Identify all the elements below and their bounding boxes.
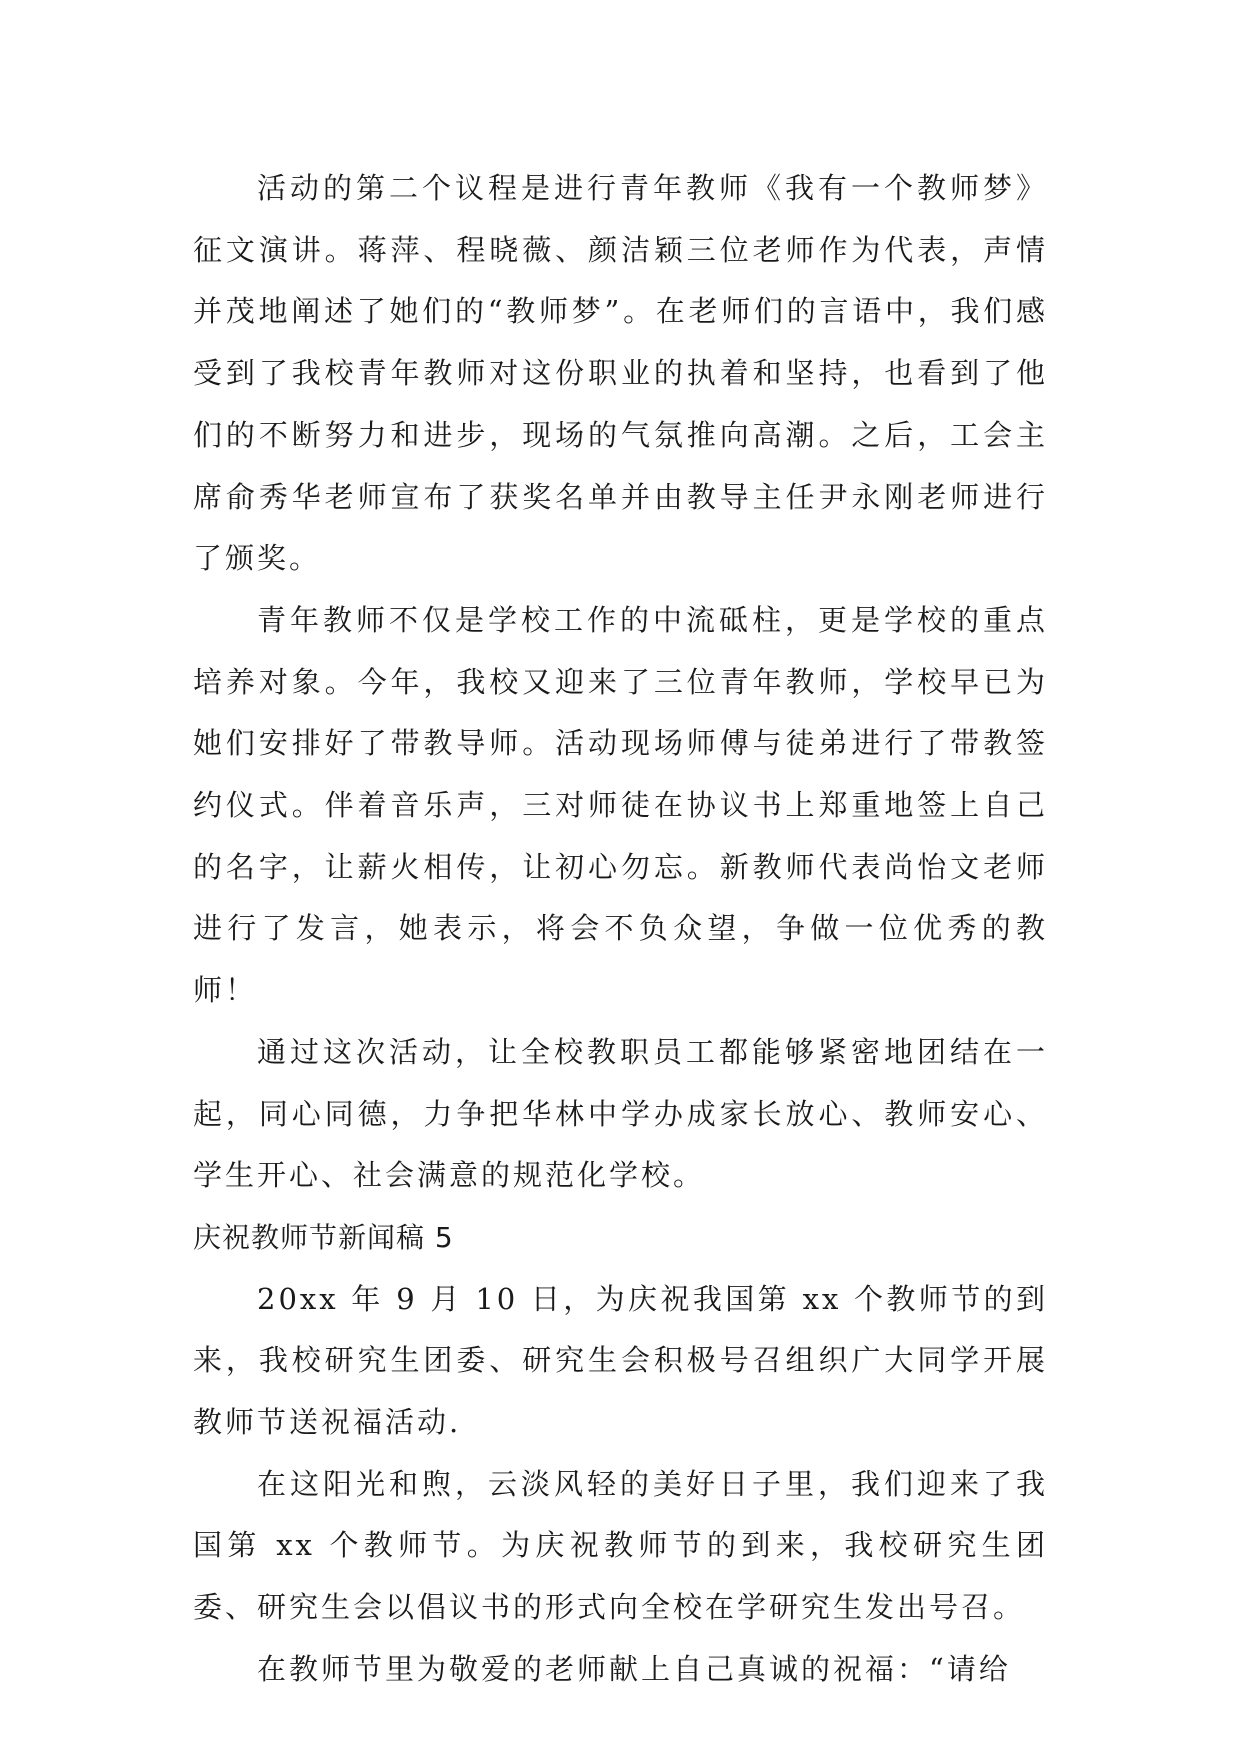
paragraph-conclusion: 通过这次活动，让全校教职员工都能够紧密地团结在一起，同心同德，力争把华林中学办成家长放心、教师安心、学生开心、社会满意的规范化学校。	[193, 1034, 1048, 1193]
document-body	[193, 158, 1048, 1701]
paragraph-second-agenda: 活动的第二个议程是进行青年教师《我有一个教师梦》征文演讲。蒋萍、程晓薇、颜洁颖三位老师作为代表，声情并茂地阐述了她们的“教师梦”。在老师们的言语中，我们感受到了我校青年教师对这份职业的执着和坚持，也看到了他们的不断努力和进步，现场的气氛推向高潮。之后，工会主席俞秀华老师宣布了获奖名单并由教导主任尹永刚老师进行了颁奖。	[193, 171, 1048, 576]
paragraph-blessing: 在教师节里为敬爱的老师献上自己真诚的祝福：“请给	[257, 1651, 1011, 1686]
paragraph-date-intro: 20xx 年 9 月 10 日，为庆祝我国第 xx 个教师节的到来，我校研究生团委、研究生会积极号召组织广大同学开展教师节送祝福活动.	[193, 1281, 1048, 1440]
paragraph-young-teachers: 青年教师不仅是学校工作的中流砥柱，更是学校的重点培养对象。今年，我校又迎来了三位青年教师，学校早已为她们安排好了带教导师。活动现场师傅与徒弟进行了带教签约仪式。伴着音乐声，三对师徒在协议书上郑重地签上自己的名字，让薪火相传，让初心勿忘。新教师代表尚怡文老师进行了发言，她表示，将会不负众望，争做一位优秀的教师！	[193, 602, 1048, 1008]
paragraph-sunshine: 在这阳光和煦，云淡风轻的美好日子里，我们迎来了我国第 xx 个教师节。为庆祝教师节的到来，我校研究生团委、研究生会以倡议书的形式向全校在学研究生发出号召。	[193, 1466, 1048, 1625]
section-title: 庆祝教师节新闻稿 5	[193, 1220, 454, 1254]
